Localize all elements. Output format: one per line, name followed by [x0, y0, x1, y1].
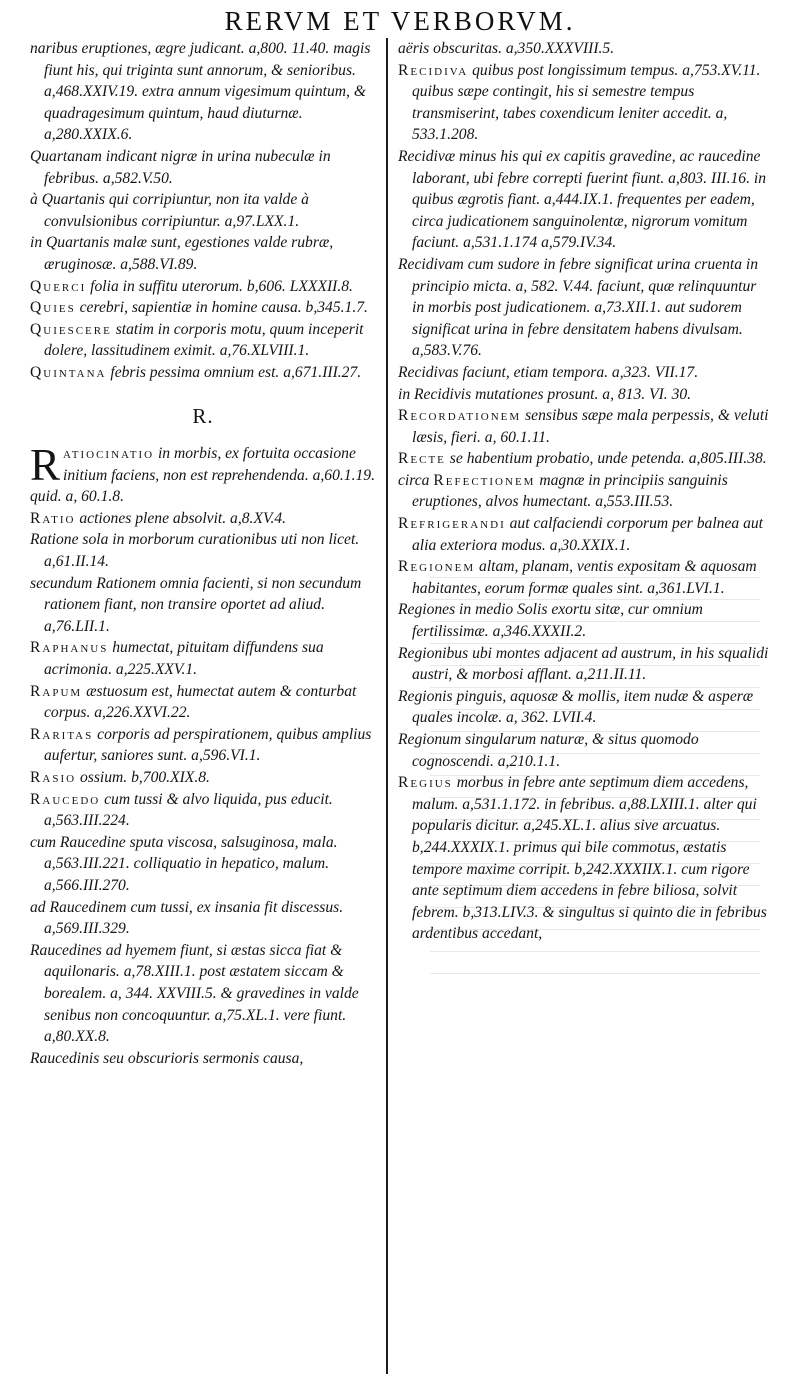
headword: Regius	[398, 774, 453, 792]
index-entry: Regiones in medio Solis exortu sitæ, cur omnium fertilissimæ. a,346.XXXII.2.	[398, 601, 703, 641]
index-entry	[30, 724, 376, 767]
entry-text: quibus post longissimum tempus. a,753.XV.11. quibus sæpe contingit, his si semestre tempus transmiserint, tabes coxendicum leniter accedit. a, 533.1.208.	[412, 61, 761, 144]
headword: Querci	[30, 277, 87, 295]
entry-text: aut calfaciendi corporum per balnea aut alia exteriora modus. a,30.XXIX.1.	[412, 515, 763, 554]
headword: Rasio	[30, 769, 77, 786]
headword: Raphanus	[30, 639, 109, 657]
index-entry	[30, 508, 376, 530]
index-entry: à Quartanis qui corripiuntur, non ita valde à convulsionibus corripiuntur. a,97.LXX.1.	[30, 191, 309, 230]
index-entry	[30, 767, 376, 789]
index-entry: in Quartanis malæ sunt, egestiones valde rubræ, æruginosæ. a,588.VI.89.	[30, 234, 334, 273]
index-entry	[30, 297, 376, 319]
entry-text: morbus in febre ante septimum diem accedens, malum. a,531.1.172. in febribus. a,88.LXIII.1. alter qui popularis dicitur. a,245.XL.1. alius sive arcuatus. b,244.XXXIX.1. primus qui bile commotus, æstatis tempore maxime corripit. b,242.XXXIIX.1. cum rigore ante septimum diem accedens in febre biliosa, solvit febrem. b,313.LIV.3. & singultus si quinto die in febribus ardentibus accedant,	[412, 774, 767, 943]
index-entry	[30, 637, 376, 680]
entry-text: ossium. b,700.XIX.8.	[76, 769, 210, 786]
index-entry	[398, 556, 770, 599]
index-entry: aëris obscuritas. a,350.XXXVIII.5.	[398, 40, 615, 57]
headword: Ratio	[30, 509, 76, 527]
index-entry: Recidivam cum sudore in febre significat urina cruenta in principio micta. a, 582. V.44. faciunt, quæ relinquuntur in morbis post judicationem. a,73.XII.1. aut sudorem significat urina in febre densitatem habens divulsam. a,583.V.76.	[398, 255, 759, 360]
left-column	[30, 38, 376, 1069]
entry-text: cum tussi & alvo liquida, pus educit. a,563.III.224.	[44, 790, 333, 830]
headword: Regionem	[398, 558, 476, 576]
headword: Refrigerandi	[398, 515, 506, 533]
index-entry: secundum Rationem omnia facienti, si non secundum rationem fiant, non transire oportet ad aliud. a,76.LII.1.	[30, 574, 362, 635]
section-letter: R.	[192, 403, 214, 428]
headword: Quies	[30, 299, 76, 317]
running-head: RERVM ET VERBORVM.	[224, 6, 576, 36]
headword: Quiescere	[30, 320, 112, 338]
index-entry: Recidivæ minus his qui ex capitis gravedine, ac raucedine laborant, ubi febre correpti fuerint fiunt. a,803. III.16. in quibus ægrotis fiant. a,444.IX.1. frequentes per eadem, circa judicationem sanguinolentæ, nigrorum vomitum faciunt. a,531.1.174 a,579.IV.34.	[398, 147, 767, 252]
entry-text: æstuosum est, humectat autem & conturbat corpus. a,226.XXVI.22.	[44, 682, 357, 722]
entry-text: febris pessima omnium est. a,671.III.27.	[106, 363, 362, 381]
index-entry: Regionum singularum naturæ, & situs quomodo cognoscendi. a,210.1.1.	[398, 731, 699, 770]
entry-prefix: circa	[398, 471, 434, 489]
entry-text: statim in corporis motu, quum inceperit dolere, lassitudinem eximit. a,76.XLVIII.1.	[44, 320, 364, 360]
index-entry	[30, 362, 376, 384]
index-entry	[398, 60, 770, 146]
headword: Raritas	[30, 725, 94, 743]
column-divider	[386, 38, 388, 1374]
index-entry: ad Raucedinem cum tussi, ex insania fit discessus. a,569.III.329.	[30, 898, 344, 938]
index-entry	[30, 681, 376, 724]
index-entry	[30, 319, 376, 362]
headword: atiocinatio	[63, 445, 155, 463]
headword: Quintana	[30, 363, 107, 381]
index-entry	[398, 513, 770, 556]
entry-text: actiones plene absolvit. a,8.XV.4.	[75, 509, 287, 527]
headword: Refectionem	[433, 471, 536, 489]
entry-text: altam, planam, ventis expositam & aquosam habitantes, eorum formæ quales sint. a,361.LVI.1.	[412, 558, 757, 597]
index-entry: Quartanam indicant nigræ in urina nubeculæ in febribus. a,582.V.50.	[30, 147, 331, 187]
index-entry: Raucedines ad hyemem fiunt, si æstas sicca fiat & aquilonaris. a,78.XIII.1. post æstatem siccam & borealem. a, 344. XXVIII.5. & gravedines in valde senibus non concoquuntur. a,75.XL.1. vere fiunt. a,80.XX.8.	[30, 941, 359, 1046]
index-entry: in Recidivis mutationes prosunt. a, 813. VI. 30.	[398, 385, 692, 403]
entry-text: sensibus sæpe mala perpessis, & veluti læsis, fieri. a, 60.1.11.	[412, 407, 769, 446]
index-entry	[30, 440, 376, 508]
index-entry	[398, 470, 770, 513]
index-entry: Raucedinis seu obscurioris sermonis causa,	[30, 1049, 304, 1067]
entry-text: cerebri, sapientiæ in homine causa. b,345.1.7.	[75, 299, 368, 317]
index-entry	[30, 276, 376, 298]
headword: Recordationem	[398, 407, 522, 425]
index-entry	[398, 405, 770, 448]
headword: Recte	[398, 450, 446, 468]
index-entry: Recidivas faciunt, etiam tempora. a,323. VII.17.	[398, 363, 699, 381]
entry-text: folia in suffitu uterorum. b,606. LXXXII.8.	[86, 277, 353, 295]
index-entry: naribus eruptiones, ægre judicant. a,800. 11.40. magis fiunt his, qui triginta sunt annorum, & senioribus. a,468.XXIV.19. extra annum vigesimum quintum, & quadragesimum quintum, haud diuturnæ. a,280.XXIX.6.	[30, 40, 371, 144]
index-entry: Regionis pinguis, aquosæ & mollis, item nudæ & asperæ quales incolæ. a, 362. LVII.4.	[398, 687, 754, 727]
index-entry: Regionibus ubi montes adjacent ad austrum, in his squalidi austri, & morbosi afflant. a,211.II.11.	[398, 644, 769, 684]
headword: Recidiva	[398, 61, 469, 79]
drop-cap: R	[30, 440, 61, 491]
index-entry: cum Raucedine sputa viscosa, salsuginosa, mala. a,563.III.221. colliquatio in hepatico, malum. a,566.III.270.	[30, 833, 338, 894]
headword: Rapum	[30, 682, 83, 700]
index-entry	[30, 789, 376, 832]
index-entry	[398, 772, 770, 945]
entry-text: magnæ in principiis sanguinis eruptiones, alvos humectant. a,553.III.53.	[412, 471, 728, 511]
index-entry: Ratione sola in morborum curationibus uti non licet. a,61.II.14.	[30, 531, 360, 571]
entry-text: humectat, pituitam diffundens sua acrimonia. a,225.XXV.1.	[44, 639, 324, 679]
right-column	[398, 38, 770, 945]
headword: Raucedo	[30, 790, 101, 808]
entry-text: se habentium probatio, unde petenda. a,805.III.38.	[445, 450, 767, 468]
entry-text: in morbis, ex fortuita occasione initium faciens, non est reprehendenda. a,60.1.19. quid. a, 60.1.8.	[30, 445, 375, 506]
entry-text: corporis ad perspirationem, quibus amplius aufertur, saniores sunt. a,596.VI.1.	[44, 725, 372, 765]
index-entry	[398, 448, 770, 470]
